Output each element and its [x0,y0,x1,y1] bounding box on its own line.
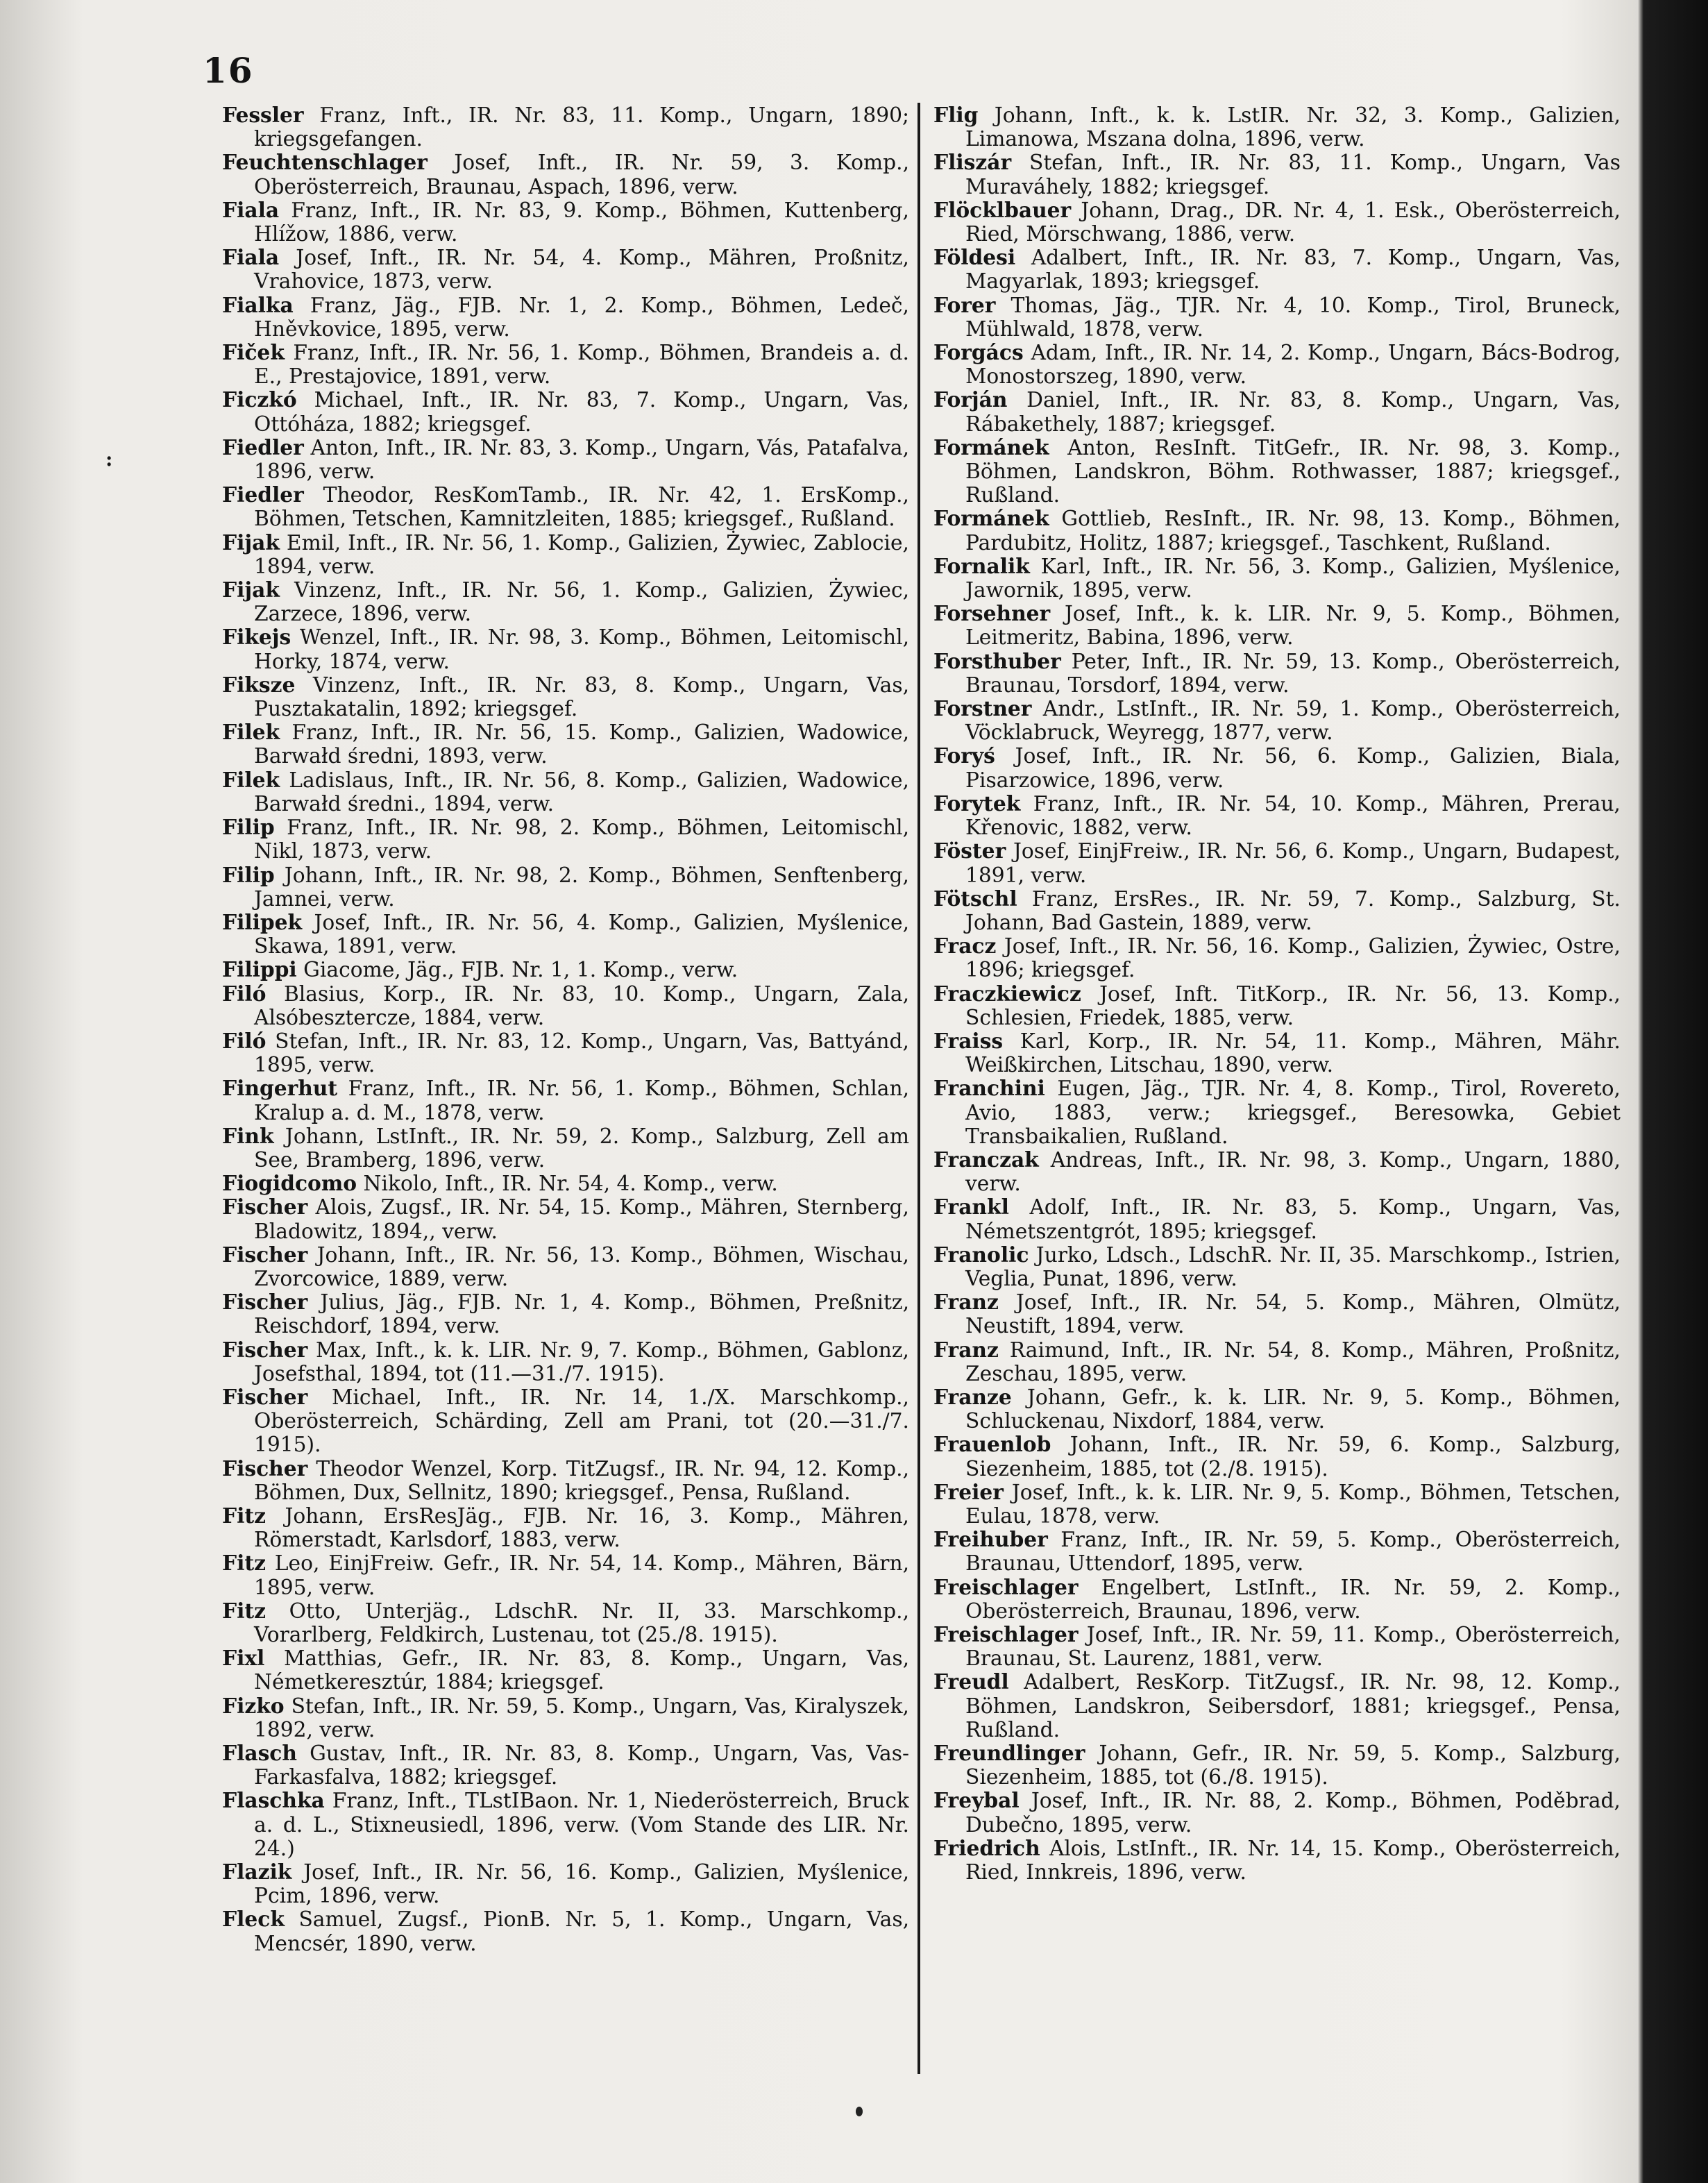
entry-surname: Filek [222,720,280,745]
entry-details: Johann, ErsResJäg., FJB. Nr. 16, 3. Komp., Mähren, Römerstadt, Karlsdorf, 1883, verw. [254,1503,909,1553]
list-entry [222,1552,909,1599]
list-entry [222,1386,909,1458]
entry-details: Raimund, Inft., IR. Nr. 54, 8. Komp., Mähren, Proßnitz, Zeschau, 1895, verw. [965,1338,1621,1386]
list-entry [222,579,909,626]
entry-details: Alois, LstInft., IR. Nr. 14, 15. Komp., Oberösterreich, Ried, Innkreis, 1896, verw. [965,1836,1621,1885]
entry-details: Otto, Unterjäg., LdschR. Nr. II, 33. Marschkomp., Vorarlberg, Feldkirch, Lustenau, tot (25./8. 1915). [254,1599,909,1647]
list-entry [933,1576,1621,1624]
list-entry [933,1196,1621,1243]
entry-details: Theodor, ResKomTamb., IR. Nr. 42, 1. ErsKomp., Böhmen, Tetschen, Kamnitzleiten, 1885; kriegsgef., Rußland. [254,483,909,532]
entry-details: Johann, Inft., IR. Nr. 59, 6. Komp., Salzburg, Siezenheim, 1885, tot (2./8. 1915). [965,1433,1621,1481]
entry-surname: Fischer [222,1290,308,1315]
entry-details: Adolf, Inft., IR. Nr. 83, 5. Komp., Ungarn, Vas, Németszentgrót, 1895; kriegsgef. [965,1195,1621,1244]
entry-details: Josef, Inft., k. k. LIR. Nr. 9, 5. Komp., Böhmen, Tetschen, Eulau, 1878, verw. [965,1480,1621,1528]
entry-surname: Forján [933,388,1008,413]
list-entry [933,1837,1621,1885]
entry-surname: Freier [933,1480,1004,1505]
entry-details: Giacome, Jäg., FJB. Nr. 1, 1. Komp., verw. [303,958,738,983]
entry-details: Josef, Inft., IR. Nr. 59, 3. Komp., Oberösterreich, Braunau, Aspach, 1896, verw. [254,151,909,199]
list-entry [222,1695,909,1742]
entry-details: Stefan, Inft., IR. Nr. 83, 11. Komp., Ungarn, Vas Muraváhely, 1882; kriegsgef. [965,151,1621,199]
entry-details: Matthias, Gefr., IR. Nr. 83, 8. Komp., Ungarn, Vas, Németkeresztúr, 1884; kriegsgef. [254,1646,909,1695]
entry-details: Engelbert, LstInft., IR. Nr. 59, 2. Komp., Oberösterreich, Braunau, 1896, verw. [965,1575,1621,1624]
list-entry [222,1861,909,1908]
entry-details: Josef, Inft., IR. Nr. 54, 4. Komp., Mähren, Proßnitz, Vrahovice, 1873, verw. [254,246,909,294]
entry-details: Anton, Inft., IR. Nr. 83, 3. Komp., Ungarn, Vás, Patafalva, 1896, verw. [254,435,909,484]
list-entry [222,959,909,982]
entry-surname: Föster [933,839,1006,864]
entry-surname: Fixl [222,1646,265,1671]
list-entry [933,1291,1621,1338]
entry-surname: Fischer [222,1242,308,1267]
entry-details: Franz, ErsRes., IR. Nr. 59, 7. Komp., Salzburg, St. Johann, Bad Gastein, 1889, verw. [965,886,1621,935]
list-entry [222,1458,909,1505]
entry-surname: Fitz [222,1599,266,1624]
entry-surname: Fleck [222,1907,285,1932]
entry-surname: Fijak [222,530,280,555]
entry-surname: Fötschl [933,886,1017,911]
list-entry [222,1030,909,1077]
entry-surname: Fischer [222,1195,308,1220]
entry-surname: Fliszár [933,151,1012,176]
entry-details: Franz, Inft., IR. Nr. 83, 11. Komp., Ungarn, 1890; kriegsgefangen. [254,104,909,152]
list-entry [222,769,909,816]
entry-surname: Fingerhut [222,1077,338,1102]
entry-surname: Franz [933,1338,999,1363]
list-entry [933,1030,1621,1077]
list-entry [933,199,1621,246]
entry-surname: Filó [222,981,267,1006]
entry-details: Nikolo, Inft., IR. Nr. 54, 4. Komp., verw. [363,1172,778,1197]
entry-details: Josef, Inft., IR. Nr. 56, 16. Komp., Galizien, Myślenice, Pcim, 1896, verw. [254,1860,909,1909]
entry-surname: Flasch [222,1742,297,1767]
entry-surname: Fialka [222,293,294,318]
list-entry [933,1624,1621,1671]
entry-surname: Franchini [933,1077,1045,1102]
list-entry [933,793,1621,840]
entry-details: Josef, Inft. TitKorp., IR. Nr. 56, 13. Komp., Schlesien, Friedek, 1885, verw. [965,981,1621,1030]
entry-surname: Freischlager [933,1623,1079,1647]
list-entry [222,484,909,531]
column-divider [918,103,920,2074]
list-entry [933,888,1621,935]
entry-details: Johann, Gefr., IR. Nr. 59, 5. Komp., Salzburg, Siezenheim, 1885, tot (6./8. 1915). [965,1742,1621,1790]
entry-details: Michael, Inft., IR. Nr. 83, 7. Komp., Ungarn, Vas, Ottóháza, 1882; kriegsgef. [254,388,909,437]
entry-surname: Földesi [933,246,1016,271]
list-entry [222,1789,909,1861]
list-entry [933,983,1621,1030]
entry-surname: Forstner [933,697,1032,722]
entry-details: Johann, Gefr., k. k. LIR. Nr. 9, 5. Komp., Böhmen, Schluckenau, Nixdorf, 1884, verw. [965,1385,1621,1434]
entry-surname: Forgács [933,341,1024,366]
list-entry [222,1196,909,1243]
entry-details: Josef, Inft., IR. Nr. 88, 2. Komp., Böhmen, Poděbrad, Dubečno, 1895, verw. [965,1789,1621,1837]
list-entry [933,1149,1621,1196]
entry-surname: Fessler [222,104,304,128]
entry-surname: Fitz [222,1551,266,1576]
page-number: 16 [203,50,254,91]
entry-details: Franz, Jäg., FJB. Nr. 1, 2. Komp., Böhmen, Ledeč, Hněvkovice, 1895, verw. [254,293,909,342]
entry-details: Vinzenz, Inft., IR. Nr. 56, 1. Komp., Galizien, Żywiec, Zarzece, 1896, verw. [254,578,909,627]
entry-surname: Freundlinger [933,1742,1085,1767]
entry-surname: Freihuber [933,1528,1048,1553]
list-entry [933,1386,1621,1433]
entry-surname: Feuchtenschlager [222,151,428,176]
right-column [933,104,1621,2117]
list-entry [933,507,1621,555]
entry-details: Adalbert, Inft., IR. Nr. 83, 7. Komp., Ungarn, Vas, Magyarlak, 1893; kriegsgef. [965,246,1621,294]
list-entry [933,840,1621,887]
entry-surname: Frankl [933,1195,1009,1220]
entry-surname: Fiogidcomo [222,1172,357,1197]
entry-surname: Fink [222,1124,274,1149]
entry-surname: Flazik [222,1860,292,1885]
entry-details: Andreas, Inft., IR. Nr. 98, 3. Komp., Ungarn, 1880, verw. [965,1147,1621,1197]
entry-details: Franz, Inft., IR. Nr. 56, 1. Komp., Böhmen, Schlan, Kralup a. d. M., 1878, verw. [254,1077,909,1125]
entry-surname: Flig [933,104,979,128]
entry-details: Leo, EinjFreiw. Gefr., IR. Nr. 54, 14. Komp., Mähren, Bärn, 1895, verw. [254,1551,909,1600]
entry-details: Daniel, Inft., IR. Nr. 83, 8. Komp., Ungarn, Vas, Rábakethely, 1887; kriegsgef. [965,388,1621,437]
entry-details: Franz, Inft., IR. Nr. 56, 1. Komp., Böhmen, Brandeis a. d. E., Prestajovice, 1891, verw. [254,341,909,389]
list-entry [222,1908,909,1955]
list-entry [222,721,909,768]
list-entry [222,1339,909,1386]
entry-details: Stefan, Inft., IR. Nr. 59, 5. Komp., Ungarn, Vas, Kiralyszek, 1892, verw. [254,1694,909,1742]
entry-details: Franz, Inft., IR. Nr. 83, 9. Komp., Böhmen, Kuttenberg, Hlížow, 1886, verw. [254,198,909,247]
entry-details: Josef, Inft., IR. Nr. 59, 11. Komp., Oberösterreich, Braunau, St. Laurenz, 1881, verw. [965,1623,1621,1671]
entry-details: Eugen, Jäg., TJR. Nr. 4, 8. Komp., Tirol, Rovereto, Avio, 1883, verw.; kriegsgef., Beresowka, Gebiet Transbaikalien, Rußland. [965,1077,1621,1149]
entry-surname: Foryś [933,744,995,769]
entry-details: Franz, Inft., IR. Nr. 59, 5. Komp., Oberösterreich, Braunau, Uttendorf, 1895, verw. [965,1528,1621,1576]
entry-surname: Fraczkiewicz [933,981,1081,1006]
entry-surname: Fiedler [222,483,304,508]
entry-surname: Fischer [222,1385,308,1410]
list-entry [933,437,1621,508]
list-entry [222,1505,909,1552]
entry-details: Josef, Inft., IR. Nr. 56, 6. Komp., Galizien, Biala, Pisarzowice, 1896, verw. [965,744,1621,793]
entry-surname: Franz [933,1290,999,1315]
list-entry [222,104,909,151]
entry-surname: Filó [222,1029,267,1054]
entry-details: Vinzenz, Inft., IR. Nr. 83, 8. Komp., Ungarn, Vas, Pusztakatalin, 1892; kriegsgef. [254,673,909,722]
list-entry [222,1244,909,1291]
list-entry [222,246,909,294]
entry-surname: Filip [222,863,275,888]
entry-details: Johann, LstInft., IR. Nr. 59, 2. Komp., Salzburg, Zell am See, Bramberg, 1896, verw. [254,1124,909,1172]
entry-surname: Formánek [933,435,1049,460]
entry-surname: Flöcklbauer [933,198,1072,223]
list-entry [222,199,909,246]
entry-details: Andr., LstInft., IR. Nr. 59, 1. Komp., Oberösterreich, Vöcklabruck, Weyregg, 1877, verw. [965,697,1621,745]
list-entry [933,1528,1621,1576]
entry-surname: Freischlager [933,1575,1079,1600]
entry-details: Peter, Inft., IR. Nr. 59, 13. Komp., Oberösterreich, Braunau, Torsdorf, 1894, verw. [965,649,1621,698]
list-entry [222,911,909,959]
list-entry [222,1077,909,1124]
entry-surname: Fizko [222,1694,285,1719]
entry-details: Thomas, Jäg., TJR. Nr. 4, 10. Komp., Tirol, Bruneck, Mühlwald, 1878, verw. [965,293,1621,342]
entry-details: Adalbert, ResKorp. TitZugsf., IR. Nr. 98, 12. Komp., Böhmen, Landskron, Seibersdorf, 1881; kriegsgef., Pensa, Rußland. [965,1670,1621,1742]
list-entry [222,1600,909,1647]
list-entry [933,294,1621,342]
list-entry [222,864,909,911]
entry-details: Franz, Inft., IR. Nr. 56, 15. Komp., Galizien, Wadowice, Barwałd średni, 1893, verw. [254,720,909,769]
entry-details: Josef, EinjFreiw., IR. Nr. 56, 6. Komp., Ungarn, Budapest, 1891, verw. [965,839,1621,888]
list-entry [933,650,1621,698]
entry-surname: Fiksze [222,673,296,698]
list-entry [933,1742,1621,1789]
list-entry [933,1339,1621,1386]
entry-details: Gustav, Inft., IR. Nr. 83, 8. Komp., Ungarn, Vas, Vas-Farkasfalva, 1882; kriegsgef. [254,1742,909,1790]
list-entry [933,1433,1621,1481]
margin-mark: : [105,448,113,471]
entry-details: Samuel, Zugsf., PionB. Nr. 5, 1. Komp., Ungarn, Vas, Mencsér, 1890, verw. [254,1907,909,1956]
entry-surname: Filipek [222,910,303,935]
entry-details: Michael, Inft., IR. Nr. 14, 1./X. Marschkomp., Oberösterreich, Schärding, Zell am Prani, tot (20.—31./7. 1915). [254,1385,909,1458]
entry-surname: Ficzkó [222,388,297,413]
list-entry [222,294,909,342]
list-entry [222,389,909,436]
entry-surname: Fraiss [933,1029,1004,1054]
entry-surname: Fijak [222,578,280,603]
entry-details: Alois, Zugsf., IR. Nr. 54, 15. Komp., Mähren, Sternberg, Bladowitz, 1894,, verw. [254,1195,909,1244]
entry-details: Karl, Inft., IR. Nr. 56, 3. Komp., Galizien, Myślenice, Jawornik, 1895, verw. [965,554,1621,603]
list-entry [222,816,909,863]
list-entry [222,1742,909,1789]
entry-surname: Freybal [933,1789,1020,1814]
entry-details: Jurko, Ldsch., LdschR. Nr. II, 35. Marschkomp., Istrien, Veglia, Punat, 1896, verw. [965,1242,1621,1291]
left-column [222,104,909,2117]
footer-dot [856,2107,863,2116]
entry-surname: Fiedler [222,435,304,460]
entry-details: Josef, Inft., IR. Nr. 56, 4. Komp., Galizien, Myślenice, Skawa, 1891, verw. [254,910,909,959]
entry-details: Julius, Jäg., FJB. Nr. 1, 4. Komp., Böhmen, Preßnitz, Reischdorf, 1894, verw. [254,1290,909,1339]
entry-surname: Forytek [933,791,1021,816]
list-entry [933,935,1621,982]
entry-surname: Franczak [933,1147,1039,1172]
entry-surname: Franolic [933,1242,1029,1267]
entry-details: Josef, Inft., IR. Nr. 56, 16. Komp., Galizien, Żywiec, Ostre, 1896; kriegsgef. [965,934,1621,983]
list-entry [933,246,1621,294]
entry-details: Gottlieb, ResInft., IR. Nr. 98, 13. Komp., Böhmen, Pardubitz, Holitz, 1887; kriegsgef., Taschkent, Rußland. [965,507,1621,555]
list-entry [933,698,1621,745]
list-entry [933,1481,1621,1528]
list-entry [222,1172,909,1196]
list-entry [222,674,909,721]
list-entry [933,389,1621,436]
entry-details: Adam, Inft., IR. Nr. 14, 2. Komp., Ungarn, Bács-Bodrog, Monostorszeg, 1890, verw. [965,341,1621,389]
entry-details: Theodor Wenzel, Korp. TitZugsf., IR. Nr. 94, 12. Komp., Böhmen, Dux, Sellnitz, 1890; kriegsgef., Pensa, Rußland. [254,1456,909,1505]
entry-details: Emil, Inft., IR. Nr. 56, 1. Komp., Galizien, Żywiec, Zablocie, 1894, verw. [254,530,909,579]
entry-details: Stefan, Inft., IR. Nr. 83, 12. Komp., Ungarn, Vas, Battyánd, 1895, verw. [254,1029,909,1078]
list-entry [222,437,909,484]
list-entry [933,555,1621,602]
entry-details: Franz, Inft., IR. Nr. 54, 10. Komp., Mähren, Prerau, Křenovic, 1882, verw. [965,791,1621,841]
entry-details: Karl, Korp., IR. Nr. 54, 11. Komp., Mähren, Mähr. Weißkirchen, Litschau, 1890, verw. [965,1029,1621,1078]
list-entry [933,104,1621,151]
list-entry [933,602,1621,650]
entry-surname: Fiala [222,198,280,223]
entry-details: Johann, Inft., IR. Nr. 56, 13. Komp., Böhmen, Wischau, Zvorcowice, 1889, verw. [254,1242,909,1291]
entry-surname: Fischer [222,1338,308,1363]
list-entry [222,1647,909,1694]
entry-details: Josef, Inft., IR. Nr. 54, 5. Komp., Mähren, Olmütz, Neustift, 1894, verw. [965,1290,1621,1339]
entry-details: Johann, Inft., IR. Nr. 98, 2. Komp., Böhmen, Senftenberg, Jamnei, verw. [254,863,909,911]
entry-surname: Fiala [222,246,280,271]
entry-surname: Frauenlob [933,1433,1051,1458]
entry-surname: Filippi [222,958,297,983]
entry-surname: Freudl [933,1670,1009,1695]
list-entry [222,983,909,1030]
entry-details: Max, Inft., k. k. LIR. Nr. 9, 7. Komp., Böhmen, Gablonz, Josefsthal, 1894, tot (11.—31./7. 1915). [254,1338,909,1386]
entry-details: Ladislaus, Inft., IR. Nr. 56, 8. Komp., Galizien, Wadowice, Barwałd średni., 1894, verw. [254,768,909,816]
list-entry [222,626,909,673]
list-entry [222,151,909,199]
list-entry [933,1789,1621,1837]
list-entry [933,151,1621,199]
entry-surname: Filek [222,768,280,793]
list-entry [933,1244,1621,1291]
list-entry [222,1125,909,1172]
entry-surname: Flaschka [222,1789,325,1814]
entry-surname: Franze [933,1385,1012,1410]
entry-surname: Forsehner [933,602,1051,627]
list-entry [222,342,909,389]
list-entry [933,1671,1621,1742]
entry-surname: Filip [222,816,275,841]
entry-details: Anton, ResInft. TitGefr., IR. Nr. 98, 3. Komp., Böhmen, Landskron, Böhm. Rothwasser, 1887; kriegsgef., Rußland. [965,435,1621,508]
entry-details: Franz, Inft., IR. Nr. 98, 2. Komp., Böhmen, Leitomischl, Nikl, 1873, verw. [254,816,909,864]
entry-surname: Friedrich [933,1836,1040,1861]
entry-details: Blasius, Korp., IR. Nr. 83, 10. Komp., Ungarn, Zala, Alsóbesztercze, 1884, verw. [254,981,909,1030]
list-entry [933,342,1621,389]
entry-surname: Formánek [933,507,1049,532]
entry-details: Josef, Inft., k. k. LIR. Nr. 9, 5. Komp., Böhmen, Leitmeritz, Babina, 1896, verw. [965,602,1621,650]
list-entry [222,532,909,579]
entry-surname: Fiček [222,341,285,366]
entry-surname: Fitz [222,1503,266,1528]
list-entry [222,1291,909,1338]
entry-surname: Fornalik [933,554,1030,579]
entry-details: Wenzel, Inft., IR. Nr. 98, 3. Komp., Böhmen, Leitomischl, Horky, 1874, verw. [254,625,909,674]
entry-surname: Fikejs [222,625,291,650]
entry-surname: Fracz [933,934,997,959]
list-entry [933,745,1621,792]
entry-surname: Fischer [222,1456,308,1481]
entry-details: Johann, Inft., k. k. LstIR. Nr. 32, 3. Komp., Galizien, Limanowa, Mszana dolna, 1896, verw. [965,104,1621,152]
entry-surname: Forer [933,293,996,318]
list-entry [933,1077,1621,1149]
entry-surname: Forsthuber [933,649,1061,674]
entry-details: Franz, Inft., TLstIBaon. Nr. 1, Niederösterreich, Bruck a. d. L., Stixneusiedl, 1896, verw. (Vom Stande des LIR. Nr. 24.) [254,1789,909,1861]
entry-details: Johann, Drag., DR. Nr. 4, 1. Esk., Oberösterreich, Ried, Mörschwang, 1886, verw. [965,198,1621,247]
